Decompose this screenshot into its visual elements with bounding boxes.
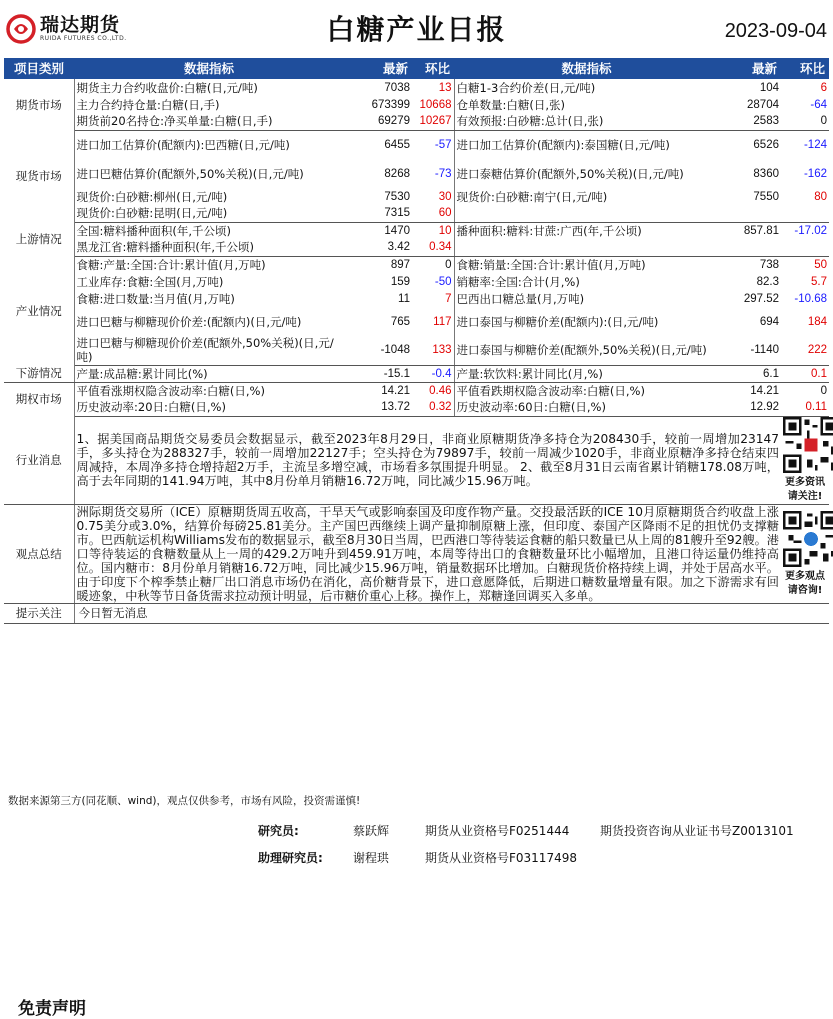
- analyst-license-2: 期货从业资格号F03117498: [425, 851, 577, 865]
- indicator-right: [454, 239, 719, 256]
- table-row: [4, 382, 829, 399]
- change-left: -0.4: [412, 365, 454, 382]
- indicator-left: 食糖:进口数量:当月值(月,万吨): [76, 291, 235, 306]
- latest-left: 7530: [384, 190, 410, 203]
- indicator-right: 销糖率:全国:合计(月,%): [456, 274, 580, 289]
- data-source-note: 数据来源第三方(同花顺、wind)，观点仅供参考，市场有风险，投资需谨慎!: [8, 795, 361, 807]
- report-title: 白糖产业日报: [326, 13, 507, 46]
- latest-left: 6455: [384, 138, 410, 151]
- latest-right: 8360: [753, 167, 779, 180]
- indicator-right: 仓单数量:白糖(日,张): [456, 97, 566, 112]
- category-label: 产业情况: [4, 256, 74, 365]
- latest-right: 297.52: [743, 292, 779, 305]
- indicator-right: 平值看跌期权隐含波动率:白糖(日,%): [456, 383, 645, 398]
- indicator-left: 进口加工估算价(配额内):巴西糖(日,元/吨): [76, 137, 290, 152]
- analyst-name-1: 蔡跃辉: [353, 824, 390, 838]
- latest-left: 11: [398, 292, 410, 305]
- view-row: [4, 504, 829, 603]
- table-row: [4, 239, 829, 256]
- change-left: 0.34: [412, 239, 454, 256]
- indicator-left: 平值看涨期权隐含波动率:白糖(日,%): [76, 383, 265, 398]
- latest-left: 7315: [344, 205, 412, 222]
- indicator-left: 期货主力合约收盘价:白糖(日,元/吨): [76, 80, 258, 95]
- latest-right: -1140: [719, 336, 781, 365]
- latest-left: -15.1: [344, 365, 412, 382]
- category-label: 现货市场: [4, 130, 74, 222]
- analyst-license-1: 期货从业资格号F0251444: [425, 824, 570, 838]
- change-left: 133: [412, 336, 454, 365]
- latest-left: 3.42: [344, 239, 412, 256]
- latest-right: 6.1: [719, 365, 781, 382]
- table-row: [4, 130, 829, 159]
- indicator-right: 有效预报:白砂糖:总计(日,张): [454, 113, 719, 130]
- category-label: 上游情况: [4, 222, 74, 256]
- change-right: 5.7: [811, 275, 827, 288]
- change-left: 0: [412, 256, 454, 273]
- table-row: [4, 113, 829, 130]
- analyst-license-1b: 期货投资咨询从业证书号Z0013101: [600, 824, 794, 838]
- table-row: [4, 188, 829, 205]
- indicator-right: 现货价:白砂糖:南宁(日,元/吨): [456, 189, 608, 204]
- indicator-left: 现货价:白砂糖:昆明(日,元/吨): [74, 205, 344, 222]
- latest-left: 159: [390, 275, 410, 288]
- change-left: 10: [412, 222, 454, 239]
- news-text: 1、据美国商品期货交易委员会数据显示，截至2023年8月29日，非商业原糖期货净多持仓为208430手，较前一周增加23147手，多头持仓为288327手，较前一周增加22127手；空头持仓为79897手，较前一周减少1020手，非商业原糖净多持仓结束四周减持，本周净多持仓增持超2万手，主流呈多增空减，市场看多氛围提升明显。 2、截至8月31日云南省累计销糖178.08万吨，高于去年同期的141.94万吨，其中8月份单月销糖16.72万吨，同比减少15.96万吨。: [74, 416, 781, 504]
- change-right: 6: [820, 81, 827, 94]
- indicator-left: 进口巴糖估算价(配额外,50%关税)(日,元/吨): [76, 166, 304, 181]
- latest-left: 13.72: [344, 399, 412, 416]
- logo-english: RUIDA FUTURES CO.,LTD.: [40, 35, 127, 42]
- view-text: 洲际期货交易所（ICE）原糖期货周五收高，干旱天气或影响泰国及印度作物产量。交投最活跃的ICE 10月原糖期货合约收盘上涨0.75美分或3.0%，结算价每磅25.81美分。主产国巴西继续上调产量抑制原糖上涨，但印度、泰国产区降雨不足的担忧仍支撑糖市。巴西航运机构Williams发布的数据显示，截至8月30日当周，巴西港口等待装运食糖的船只数量已从上周的81艘升至92艘。港口等待装运的食糖数量从上一周的429.2万吨升到459.91万吨，本周等待出口的食糖数量环比小幅增加，且港口待运量仍维持高位。国内糖市：8月份单月销糖16.72万吨，同比减少15.96万吨，销量数据环比增加。白糖现货价格持续上调，并处于居高水平。由于印度下个榨季禁止糖厂出口消息市场仍在消化，高价糖背景下，进口意愿降低，后期进口糖数量增量有限。加之下游需求有回暖迹象，中秋等节日备货需求拉动预计明显，后市糖价重心上移。操作上，郑糖逢回调买入多单。: [74, 504, 781, 603]
- qr-code-icon: [783, 511, 833, 567]
- change-right: -162: [803, 167, 827, 180]
- latest-left: 14.21: [381, 384, 410, 397]
- change-right: 222: [781, 336, 829, 365]
- tips-label: 提示关注: [4, 603, 74, 623]
- category-label: 期权市场: [4, 382, 74, 416]
- table-row: [4, 205, 829, 222]
- news-label: 行业消息: [4, 416, 74, 504]
- change-left: -50: [412, 273, 454, 290]
- latest-right: 6526: [753, 138, 779, 151]
- latest-left: 8268: [384, 167, 410, 180]
- news-qr-caption: 更多资讯请关注!: [785, 476, 825, 502]
- latest-right: 694: [759, 315, 779, 328]
- latest-left: 765: [390, 315, 410, 328]
- category-label: 期货市场: [4, 79, 74, 130]
- indicator-right: 进口泰国与柳糖价差(配额内):(日,元/吨): [456, 314, 659, 329]
- analyst-name-2: 谢程珙: [353, 851, 390, 865]
- col-latest-left: 最新: [344, 58, 412, 79]
- change-left: 10267: [412, 113, 454, 130]
- change-left: 0.46: [412, 382, 454, 399]
- change-left: 0.32: [412, 399, 454, 416]
- latest-right: 82.3: [756, 275, 779, 288]
- change-right: [781, 239, 829, 256]
- table-row: [4, 307, 829, 336]
- change-right: [781, 205, 829, 222]
- change-right: 0.11: [781, 399, 829, 416]
- table-row: [4, 273, 829, 290]
- table-row: [4, 336, 829, 365]
- latest-right: 12.92: [719, 399, 781, 416]
- change-right: 0: [820, 384, 827, 397]
- latest-left: -1048: [344, 336, 412, 365]
- news-row: [4, 416, 829, 504]
- change-right: -10.68: [794, 292, 827, 305]
- change-right: 80: [814, 190, 827, 203]
- indicator-left: 进口巴糖与柳糖现价价差:(配额内)(日,元/吨): [76, 314, 302, 329]
- indicator-right: 进口泰糖估算价(配额外,50%关税)(日,元/吨): [456, 166, 684, 181]
- indicator-left: 进口巴糖与柳糖现价价差(配额外,50%关税)(日,元/吨): [74, 336, 344, 365]
- table-row: [4, 256, 829, 273]
- indicator-left: 历史波动率:20日:白糖(日,%): [74, 399, 344, 416]
- change-left: 60: [412, 205, 454, 222]
- indicator-left: 期货前20名持仓:净买单量:白糖(日,手): [74, 113, 344, 130]
- latest-left: 7038: [384, 81, 410, 94]
- category-label: 下游情况: [4, 365, 74, 382]
- indicator-left: 黑龙江省:糖料播种面积(年,千公顷): [74, 239, 344, 256]
- logo-chinese: 瑞达期货: [40, 14, 121, 36]
- change-right: 184: [807, 315, 827, 328]
- change-right: 0: [781, 113, 829, 130]
- tips-row: [4, 603, 829, 623]
- disclaimer-heading: 免责声明: [18, 999, 86, 1019]
- report-header: [0, 0, 833, 58]
- analyst-role-1: 研究员:: [258, 824, 299, 838]
- indicator-right: [454, 205, 719, 222]
- indicator-right: 白糖1-3合约价差(日,元/吨): [456, 80, 596, 95]
- table-row: [4, 365, 829, 382]
- data-table: [4, 58, 829, 624]
- change-left: -73: [412, 159, 454, 188]
- table-row: [4, 290, 829, 307]
- change-left: -57: [412, 130, 454, 159]
- table-row: [4, 399, 829, 416]
- indicator-left: 工业库存:食糖:全国(月,万吨): [76, 274, 224, 289]
- indicator-right: 播种面积:糖料:甘蔗:广西(年,千公顷): [456, 223, 642, 238]
- view-label: 观点总结: [4, 504, 74, 603]
- view-qr-caption: 更多观点请咨询!: [785, 570, 825, 596]
- col-category: 项目类别: [4, 58, 74, 79]
- qr-code-icon: [783, 417, 833, 473]
- tips-text: 今日暂无消息: [74, 603, 829, 623]
- change-right: -64: [810, 98, 827, 111]
- change-right: -17.02: [794, 224, 827, 237]
- change-left: 7: [412, 290, 454, 307]
- latest-left: 69279: [344, 113, 412, 130]
- indicator-right: 历史波动率:60日:白糖(日,%): [454, 399, 719, 416]
- col-change-left: 环比: [412, 58, 454, 79]
- view-qr: [781, 504, 829, 603]
- indicator-right: 食糖:销量:全国:合计:累计值(月,万吨): [456, 257, 646, 272]
- latest-right: [719, 205, 781, 222]
- latest-right: 738: [759, 258, 779, 271]
- change-left: 13: [412, 79, 454, 96]
- change-right: -124: [803, 138, 827, 151]
- latest-right: 857.81: [743, 224, 779, 237]
- indicator-right: 巴西出口糖总量(月,万吨): [456, 291, 585, 306]
- latest-right: 7550: [753, 190, 779, 203]
- analyst-role-2: 助理研究员:: [258, 851, 323, 865]
- col-indicator-right: 数据指标: [454, 58, 719, 79]
- table-row: [4, 96, 829, 113]
- latest-right: 28704: [747, 98, 779, 111]
- news-qr: [781, 416, 829, 504]
- indicator-left: 产量:成品糖:累计同比(%): [74, 365, 344, 382]
- change-left: 117: [412, 307, 454, 336]
- latest-right: 14.21: [750, 384, 779, 397]
- col-change-right: 环比: [781, 58, 829, 79]
- latest-left: 673399: [371, 98, 410, 111]
- indicator-left: 主力合约持仓量:白糖(日,手): [76, 97, 220, 112]
- indicator-left: 现货价:白砂糖:柳州(日,元/吨): [76, 189, 228, 204]
- indicator-left: 食糖:产量:全国:合计:累计值(月,万吨): [76, 257, 266, 272]
- col-latest-right: 最新: [719, 58, 781, 79]
- latest-left: 1470: [384, 224, 410, 237]
- indicator-right: 产量:软饮料:累计同比(月,%): [454, 365, 719, 382]
- table-row: [4, 79, 829, 96]
- change-left: 10668: [412, 96, 454, 113]
- change-right: 50: [814, 258, 827, 271]
- col-indicator-left: 数据指标: [74, 58, 344, 79]
- change-right: 0.1: [781, 365, 829, 382]
- change-left: 30: [412, 188, 454, 205]
- latest-left: 897: [390, 258, 410, 271]
- indicator-right: 进口泰国与柳糖价差(配额外,50%关税)(日,元/吨): [454, 336, 719, 365]
- latest-right: 104: [759, 81, 779, 94]
- table-row: [4, 222, 829, 239]
- indicator-left: 全国:糖料播种面积(年,千公顷): [76, 223, 232, 238]
- table-header-row: [4, 58, 829, 79]
- latest-right: 2583: [719, 113, 781, 130]
- indicator-right: 进口加工估算价(配额内):泰国糖(日,元/吨): [456, 137, 670, 152]
- report-date: 2023-09-04: [724, 20, 827, 42]
- table-row: [4, 159, 829, 188]
- latest-right: [719, 239, 781, 256]
